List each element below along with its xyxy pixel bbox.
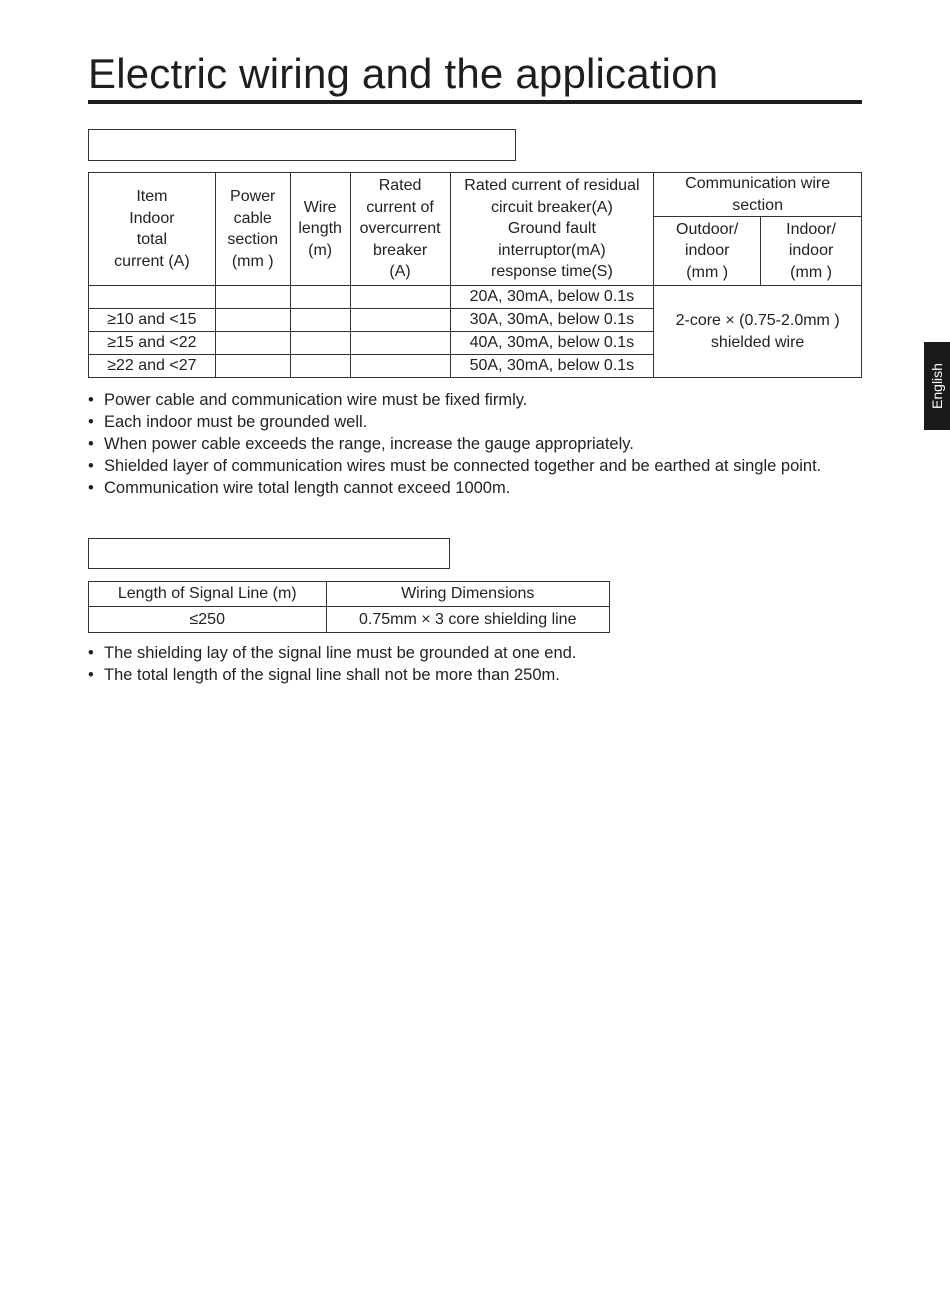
cell-residual: 50A, 30mA, below 0.1s [450, 355, 654, 378]
language-tab [924, 342, 950, 430]
cell-overcurrent [350, 286, 450, 309]
signal-line-table [88, 581, 610, 633]
cell-power [215, 355, 290, 378]
cell-communication-wire: 2-core × (0.75-2.0mm ) shielded wire [654, 286, 862, 378]
list-item: • When power cable exceeds the range, increase the gauge appropriately. [88, 435, 634, 453]
cell-power [215, 309, 290, 332]
table-row [89, 286, 862, 309]
header-power-cable-section: Power cable section (mm ) [215, 173, 290, 286]
header-communication-wire: Communication wire section [654, 173, 862, 217]
list-item: • Power cable and communication wire must be fixed firmly. [88, 391, 528, 409]
header-signal-line-length: Length of Signal Line (m) [89, 582, 327, 607]
header-residual-breaker: Rated current of residual circuit breaker(A) Ground fault interruptor(mA) response time(S) [450, 173, 654, 286]
header-item: Item Indoor total current (A) [89, 173, 216, 286]
cell-overcurrent [350, 309, 450, 332]
wiring-specification-table [88, 172, 862, 378]
header-indoor-indoor: Indoor/ indoor (mm ) [761, 217, 862, 286]
cell-dimensions: 0.75mm × 3 core shielding line [326, 607, 610, 633]
cell-item: ≥10 and <15 [89, 309, 216, 332]
notes-list-1 [88, 389, 858, 499]
cell-power [215, 286, 290, 309]
cell-length [290, 332, 350, 355]
list-item: • The shielding lay of the signal line must be grounded at one end. [88, 644, 577, 662]
section-heading-box-1 [88, 129, 516, 161]
list-item: • Each indoor must be grounded well. [88, 413, 368, 431]
list-item: • The total length of the signal line shall not be more than 250m. [88, 666, 560, 684]
notes-list-2 [88, 642, 858, 686]
cell-power [215, 332, 290, 355]
page-title: Electric wiring and the application [88, 50, 719, 97]
list-item: • Shielded layer of communication wires must be connected together and be earthed at single point. [88, 457, 822, 475]
header-wiring-dimensions: Wiring Dimensions [326, 582, 610, 607]
section-heading-box-2 [88, 538, 450, 569]
cell-length [290, 355, 350, 378]
cell-overcurrent [350, 332, 450, 355]
header-wire-length: Wire length (m) [290, 173, 350, 286]
cell-residual: 40A, 30mA, below 0.1s [450, 332, 654, 355]
cell-length [290, 309, 350, 332]
cell-residual: 30A, 30mA, below 0.1s [450, 309, 654, 332]
cell-item [89, 286, 216, 309]
header-outdoor-indoor: Outdoor/ indoor (mm ) [654, 217, 761, 286]
language-tab-label: English [929, 363, 945, 409]
list-item: • Communication wire total length cannot exceed 1000m. [88, 479, 511, 497]
table-row [89, 607, 610, 633]
header-overcurrent-breaker: Rated current of overcurrent breaker (A) [350, 173, 450, 286]
cell-item: ≥15 and <22 [89, 332, 216, 355]
cell-length [290, 286, 350, 309]
cell-overcurrent [350, 355, 450, 378]
cell-item: ≥22 and <27 [89, 355, 216, 378]
cell-length: ≤250 [89, 607, 327, 633]
title-underline [88, 100, 862, 104]
cell-residual: 20A, 30mA, below 0.1s [450, 286, 654, 309]
